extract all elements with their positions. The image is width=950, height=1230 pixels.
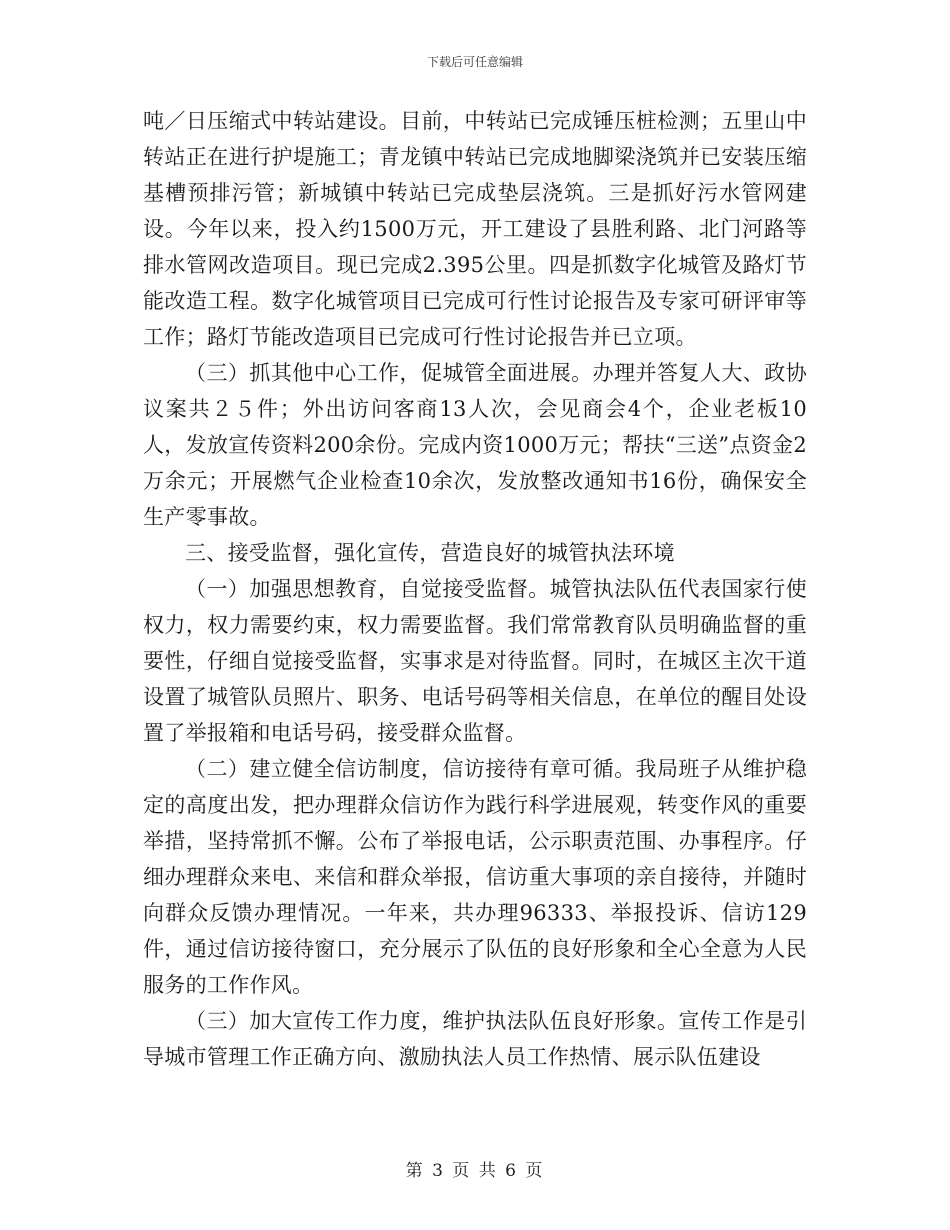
paragraph-publicity: （三）加大宣传工作力度，维护执法队伍良好形象。宣传工作是引导城市管理工作正确方向、激励执法人员工作热情、展示队伍建设 [143,1009,807,1069]
paragraph-supervision: （一）加强思想教育，自觉接受监督。城管执法队伍代表国家行使权力，权力需要约束，权力需要监督。我们常常教育队员明确监督的重要性，仔细自觉接受监督，实事求是对待监督。同时，在城区主次干道设置了城管队员照片、职务、电话号码等相关信息，在单位的醒目处设置了举报箱和电话号码，接受群众监督。 [143,577,807,745]
document-body [143,103,807,1075]
page-number-footer: 第 3 页 共 6 页 [405,1161,545,1181]
paragraph-section-3-other-work: （三）抓其他中心工作，促城管全面进展。办理并答复人大、政协议案共２５件；外出访问客商13人次，会见商会4个，企业老板10人，发放宣传资料200余份。完成内资1000万元；帮扶“三送”点资金2万余元；开展燃气企业检查10余次，发放整改通知书16份，确保安全生产零事故。 [143,361,807,529]
paragraph-continuation: 吨／日压缩式中转站建设。目前，中转站已完成锤压桩检测；五里山中转站正在进行护堤施工；青龙镇中转站已完成地脚梁浇筑并已安装压缩基槽预排污管；新城镇中转站已完成垫层浇筑。三是抓好污水管网建设。今年以来，投入约1500万元，开工建设了县胜利路、北门河路等排水管网改造项目。现已完成2.395公里。四是抓数字化城管及路灯节能改造工程。数字化城管项目已完成可行性讨论报告及专家可研评审等工作；路灯节能改造项目已完成可行性讨论报告并已立项。 [143,109,807,349]
page-header: 下载后可任意编辑 [426,55,523,69]
section-heading-3: 三、接受监督，强化宣传，营造良好的城管执法环境 [185,541,675,565]
paragraph-petition-system: （二）建立健全信访制度，信访接待有章可循。我局班子从维护稳定的高度出发，把办理群众信访作为践行科学进展观，转变作风的重要举措，坚持常抓不懈。公布了举报电话，公示职责范围、办事程序。仔细办理群众来电、来信和群众举报，信访重大事项的亲自接待，并随时向群众反馈办理情况。一年来，共办理96333、举报投诉、信访129件，通过信访接待窗口，充分展示了队伍的良好形象和全心全意为人民服务的工作作风。 [143,757,807,997]
